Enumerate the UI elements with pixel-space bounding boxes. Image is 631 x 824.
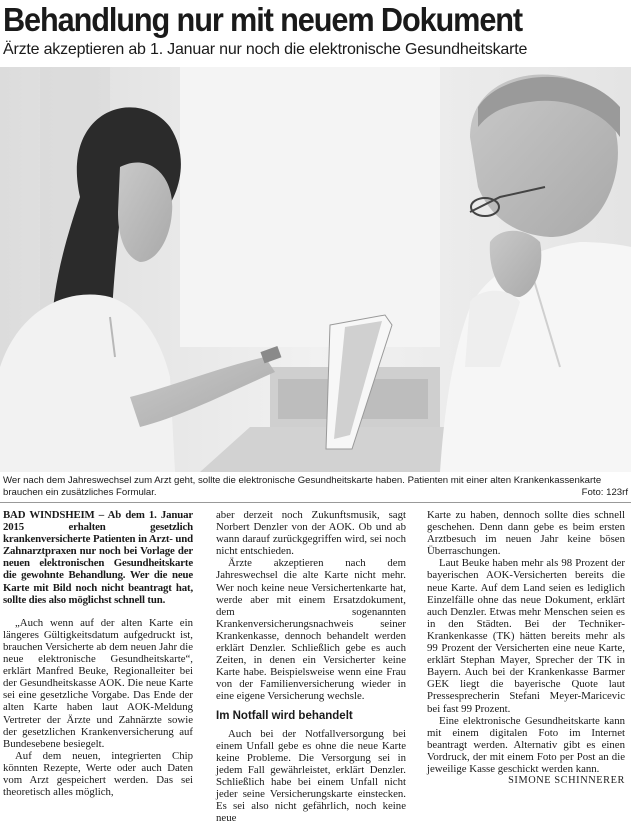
article-paragraph: Eine elektronische Gesundheitskarte kann mit einem digitalen Foto im Internet beantragt werden. Alternativ gibt es einen Vordruck, der mit einem Foto per Post an die jeweilige Kasse geschickt werden kann. [427,714,625,775]
article-lead: BAD WINDSHEIM – Ab dem 1. Januar 2015 erhalten gesetzlich krankenversicherte Patienten in Arzt- und Zahnarztpraxen nur noch bei Vorlage der neuen elektronischen Gesundheitskarte die gewohnte Behandlung. Wer die neue Karte mit Bild noch nicht beantragt hat, sollte dies also möglichst schnell tun. [3,509,193,606]
article-column-2 [216,509,406,824]
article-paragraph: Ärzte akzeptieren nach dem Jahreswechsel die alte Karte nicht mehr. Wer noch keine neue Versichertenkarte hat, werde aber mit einem Ersatzdokument, dem sogenannten Krankenversicherungsnachweis seiner Krankenkasse, dennoch behandelt werden erklärt Denzler. Schließlich gebe es auch Zeiten, in denen ein Versicherter keine Karte habe. Beispielsweise wenn eine Frau von der Familienversicherung wieder in eine eigene Versicherung wechsle. [216,557,406,703]
caption-text: Wer nach dem Jahreswechsel zum Arzt geht, sollte die elektronische Gesundheitskarte haben. Patienten mit einer alten Krankenkassenkarte brauchen ein zusätzliches Formular. [3,475,602,498]
divider [0,502,631,503]
article-paragraph: „Auch wenn auf der alten Karte ein längeres Gültigkeitsdatum aufgedruckt ist, brauchen Versicherte ab dem neuen Jahr die neue elektronische Gesundheitskarte“, erklärt Manfred Beuke, Regionalleiter bei der Gesundheitskasse AOK. Die neue Karte sei eine gesetzliche Vorgabe. Das Ende der alten Karte haben laut AOK-Meldung Vertreter der Ärzte und Zahnärzte sowie der gesetzlichen Krankenversicherung auf Bundesebene besiegelt. [3,616,193,750]
author-byline: SIMONE SCHINNERER [508,775,625,787]
article-paragraph: Laut Beuke haben mehr als 98 Prozent der bayerischen AOK-Versicherten bereits die neue Karte. Auf dem Land seien es lediglich Einzelfälle ohne das neue Dokument, erklärt auch Denzler. Etwas mehr Menschen seien es in den Städten. Bei der Techniker-Krankenkasse (TK) hätten bereits mehr als 99 Prozent der Versicherten eine neue Karte, erklärt Stephan Mayer, Sprecher der TK in Bayern. Auch bei der Krankenkasse Barmer GEK liegt die bayerische Quote laut Pressesprecherin Stefani Meyer-Maricevic bei fast 99 Prozent. [427,557,625,715]
photo-credit: Foto: 123rf [581,487,628,498]
headline: Behandlung nur mit neuem Dokument [3,1,523,38]
article-photo [0,67,631,472]
article-column-3 [427,509,625,787]
photo-caption [3,475,628,499]
article-paragraph: Karte zu haben, dennoch sollte dies schnell geschehen. Denn dann gebe es beim ersten Arztbesuch im neuen Jahr keine bösen Überraschungen. [427,509,625,558]
article-paragraph: aber derzeit noch Zukunftsmusik, sagt Norbert Denzler von der AOK. Ob und ab wann darauf zurückgegriffen wird, sei noch nicht entschieden. [216,509,406,558]
article-paragraph: Auf dem neuen, integrierten Chip könnten Rezepte, Werte oder auch Daten vom Arzt gespeichert werden. Das sei theoretisch alles möglich, [3,749,193,799]
section-heading: Im Notfall wird behandelt [216,709,353,722]
subheadline: Ärzte akzeptieren ab 1. Januar nur noch die elektronische Gesundheitskarte [3,41,528,58]
article-column-1 [3,509,193,798]
article-paragraph: Auch bei der Notfallversorgung bei einem Unfall gebe es ohne die neue Karte keine Probleme. Die Versorgung sei in jedem Fall gewährleistet, erklärt Denzler. Schließlich habe bei einem Unfall nicht jeder seine Versicherungskarte einstecken. Es sei also nicht gefährlich, noch keine neue [216,727,406,824]
